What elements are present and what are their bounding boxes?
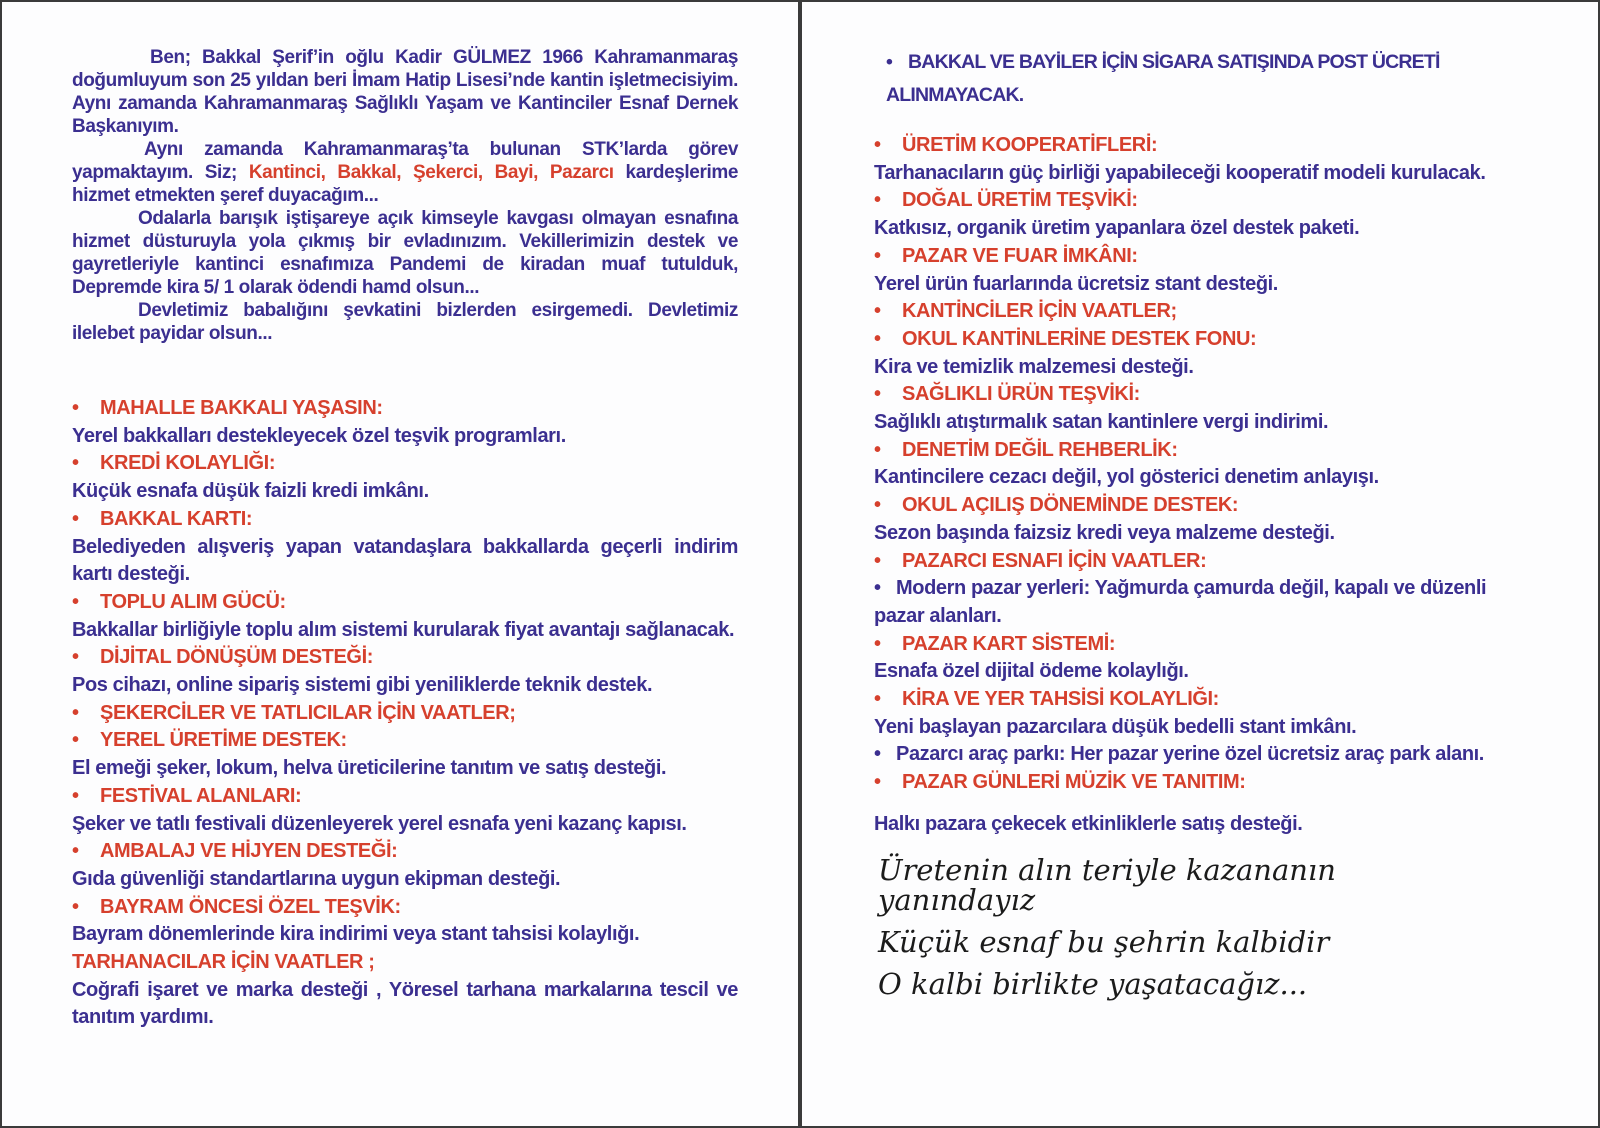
promise-description: Pos cihazı, online sipariş sistemi gibi yeniliklerde teknik destek. (72, 674, 653, 697)
promise-description: Bakkallar birliğiyle toplu alım sistemi kurularak fiyat avantajı sağlanacak. (72, 618, 735, 641)
promise-heading: FESTİVAL ALANLARI: (100, 784, 302, 807)
bullet-icon: • (874, 438, 881, 461)
promise-heading-line (874, 381, 1494, 409)
bullet-icon: • (874, 688, 881, 711)
closing-quotes (874, 852, 1494, 1001)
audience-highlight: Kantinci, Bakkal, Şekerci, Bayi, Pazarcı (248, 162, 614, 183)
promise-heading-line (874, 492, 1494, 520)
promise-description: Tarhanacıların güç birliği yapabileceği kooperatif modeli kurulacak. (874, 161, 1486, 184)
promise-heading-line (874, 326, 1494, 354)
bullet-icon: • (874, 577, 881, 600)
intro-paragraph-2 (72, 138, 738, 207)
promise-heading: BAYRAM ÖNCESİ ÖZEL TEŞVİK: (100, 895, 401, 918)
promise-description: Bayram dönemlerinde kira indirimi veya stant tahsisi kolaylığı. (72, 923, 640, 946)
bullet-icon: • (72, 729, 79, 752)
bullet-icon: • (874, 244, 881, 267)
bullet-icon: • (874, 632, 881, 655)
promise-description: Gıda güvenliği standartlarına uygun ekipman desteği. (72, 867, 561, 890)
promise-heading-line (874, 298, 1494, 326)
promise-heading-line (72, 700, 738, 728)
bullet-icon: • (72, 590, 79, 613)
promise-heading: SAĞLIKLI ÜRÜN TEŞVİKİ: (902, 383, 1140, 406)
promise-heading: MAHALLE BAKKALI YAŞASIN: (100, 397, 383, 419)
bullet-icon: • (874, 383, 881, 406)
promise-heading-line (72, 644, 738, 672)
post-fee-banner-text: BAKKAL VE BAYİLER İÇİN SİGARA SATIŞINDA POST ÜCRETİ ALINMAYACAK. (886, 51, 1440, 106)
promise-list-right (874, 132, 1494, 839)
promise-heading: AMBALAJ VE HİJYEN DESTEĞİ: (100, 840, 398, 863)
post-fee-banner (874, 46, 1494, 112)
script-line: Küçük esnaf bu şehrin kalbidir (878, 924, 1330, 959)
bullet-icon: • (72, 507, 79, 530)
promise-description: El emeği şeker, lokum, helva üreticilerine tanıtım ve satış desteği. (72, 757, 667, 780)
bullet-icon: • (874, 494, 881, 517)
promise-list-left (72, 395, 738, 1032)
promise-heading: DOĞAL ÜRETİM TEŞVİKİ: (902, 189, 1138, 212)
promise-description: Halkı pazara çekecek etkinliklerle satış desteği. (874, 812, 1303, 835)
promise-heading-line (874, 686, 1494, 714)
intro-paragraph-2-post: kardeşlerime hizmet etmekten şeref duyacağım... (72, 162, 738, 206)
promise-description: Küçük esnafa düşük faizli kredi imkânı. (72, 480, 429, 503)
bullet-icon: • (72, 452, 79, 475)
bullet-icon: • (72, 784, 79, 807)
bullet-icon: • (874, 327, 881, 350)
intro-paragraph-3 (72, 207, 738, 299)
promise-description: Kantincilere cezacı değil, yol gösterici denetim anlayışı. (874, 466, 1379, 489)
promise-heading-line (72, 894, 738, 922)
intro-paragraph-4-text: Devletimiz babalığını şevkatini bizlerden esirgemedi. Devletimiz ilelebet payidar olsun... (72, 300, 738, 344)
promise-description: Belediyeden alışveriş yapan vatandaşlara bakkallarda geçerli indirim kartı desteği. (72, 535, 738, 586)
promise-heading-line (874, 132, 1494, 160)
bullet-icon: • (874, 549, 881, 572)
promise-heading: BAKKAL KARTI: (100, 507, 253, 530)
bullet-icon: • (72, 840, 79, 863)
promise-heading-line (72, 450, 738, 478)
promise-heading: ÜRETİM KOOPERATİFLERİ: (902, 134, 1158, 156)
promise-heading-line (874, 631, 1494, 659)
promise-description: Sağlıklı atıştırmalık satan kantinlere vergi indirimi. (874, 411, 1329, 434)
promise-heading: KİRA VE YER TAHSİSİ KOLAYLIĞI: (902, 688, 1219, 711)
bullet-icon: • (874, 134, 881, 156)
right-page (874, 2, 1494, 1011)
bullet-icon: • (72, 895, 79, 918)
promise-description: Yerel ürün fuarlarında ücretsiz stant desteği. (874, 272, 1278, 295)
promise-heading: DİJİTAL DÖNÜŞÜM DESTEĞİ: (100, 646, 374, 669)
note-text: Pazarcı araç parkı: Her pazar yerine özel ücretsiz araç park alanı. (896, 743, 1484, 766)
intro-paragraph-1 (72, 46, 738, 138)
promise-heading: PAZAR GÜNLERİ MÜZİK VE TANITIM: (902, 771, 1246, 794)
intro-paragraph-2-pre: Aynı zamanda Kahramanmaraş’ta bulunan STK’larda görev yapmaktayım. Siz; (72, 139, 738, 183)
promise-description: Esnafa özel dijital ödeme kolaylığı. (874, 660, 1189, 683)
promise-description: Katkısız, organik üretim yapanlara özel destek paketi. (874, 217, 1360, 240)
bullet-icon: • (72, 701, 79, 724)
promise-heading: YEREL ÜRETİME DESTEK: (100, 729, 347, 752)
promise-heading-line (874, 187, 1494, 215)
promise-heading: OKUL AÇILIŞ DÖNEMİNDE DESTEK: (902, 494, 1239, 517)
promise-heading-line (72, 727, 738, 755)
script-line: O kalbi birlikte yaşatacağız... (878, 966, 1308, 1001)
left-page (72, 2, 738, 1032)
promise-heading-line (874, 769, 1494, 797)
promise-heading: PAZAR VE FUAR İMKÂNI: (902, 244, 1138, 267)
promise-description: Şeker ve tatlı festivali düzenleyerek yerel esnafa yeni kazanç kapısı. (72, 812, 687, 835)
promise-description: Yeni başlayan pazarcılara düşük bedelli stant imkânı. (874, 715, 1357, 738)
promise-description: Coğrafi işaret ve marka desteği , Yöresel tarhana markalarına tescil ve tanıtım yardımı. (72, 978, 738, 1029)
promise-heading: TARHANACILAR İÇİN VAATLER ; (72, 951, 375, 974)
intro-paragraph-4 (72, 299, 738, 345)
bullet-icon: • (874, 771, 881, 794)
promise-heading-line (72, 783, 738, 811)
bullet-icon: • (874, 300, 881, 323)
bullet-icon: • (72, 397, 79, 419)
intro-text (72, 46, 738, 345)
promise-heading: DENETİM DEĞİL REHBERLİK: (902, 438, 1178, 461)
intro-paragraph-1-text: Ben; Bakkal Şerif’in oğlu Kadir GÜLMEZ 1966 Kahramanmaraş doğumluyum son 25 yıldan beri İmam Hatip Lisesi’nde kantin işletmecisiyim. Aynı zamanda Kahramanmaraş Sağlıklı Yaşam ve Kantinciler Esnaf Dernek Başkanıyım. (72, 47, 738, 137)
promise-heading-line (874, 437, 1494, 465)
note-line (874, 575, 1494, 630)
promise-heading-line (72, 838, 738, 866)
page-divider (798, 2, 802, 1126)
note-line (874, 741, 1494, 769)
script-line: Üretenin alın teriyle kazananın yanındayız (878, 852, 1336, 917)
promise-heading-line (72, 506, 738, 534)
promise-heading-line (874, 548, 1494, 576)
promise-heading: TOPLU ALIM GÜCÜ: (100, 590, 286, 613)
promise-heading: OKUL KANTİNLERİNE DESTEK FONU: (902, 327, 1257, 350)
promise-heading: PAZARCI ESNAFI İÇİN VAATLER: (902, 549, 1207, 572)
promise-description: Yerel bakkalları destekleyecek özel teşvik programları. (72, 424, 566, 447)
bullet-icon: • (874, 189, 881, 212)
promise-heading-line (874, 243, 1494, 271)
promise-heading: KREDİ KOLAYLIĞI: (100, 452, 276, 475)
promise-heading-line (72, 589, 738, 617)
promise-heading-line (72, 949, 738, 977)
bullet-icon: • (886, 51, 893, 73)
intro-paragraph-3-text: Odalarla barışık iştişareye açık kimseyle kavgası olmayan esnafına hizmet düsturuyla yola çıkmış bir evladınızım. Vekillerimizin destek ve gayretleriyle kantinci esnafımıza Pandemi de kiradan muaf tutulduk, Depremde kira 5/ 1 olarak ödendi hamd olsun... (72, 208, 738, 298)
promise-description: Sezon başında faizsiz kredi veya malzeme desteği. (874, 521, 1335, 544)
note-text: Modern pazar yerleri: Yağmurda çamurda değil, kapalı ve düzenli pazar alanları. (874, 577, 1487, 627)
promise-heading: KANTİNCİLER İÇİN VAATLER; (902, 300, 1177, 323)
bullet-icon: • (874, 743, 881, 766)
bullet-icon: • (72, 646, 79, 669)
promise-heading-line (72, 395, 738, 423)
promise-heading: PAZAR KART SİSTEMİ: (902, 632, 1116, 655)
promise-description: Kira ve temizlik malzemesi desteği. (874, 355, 1194, 378)
promise-heading: ŞEKERCİLER VE TATLICILAR İÇİN VAATLER; (100, 701, 516, 724)
